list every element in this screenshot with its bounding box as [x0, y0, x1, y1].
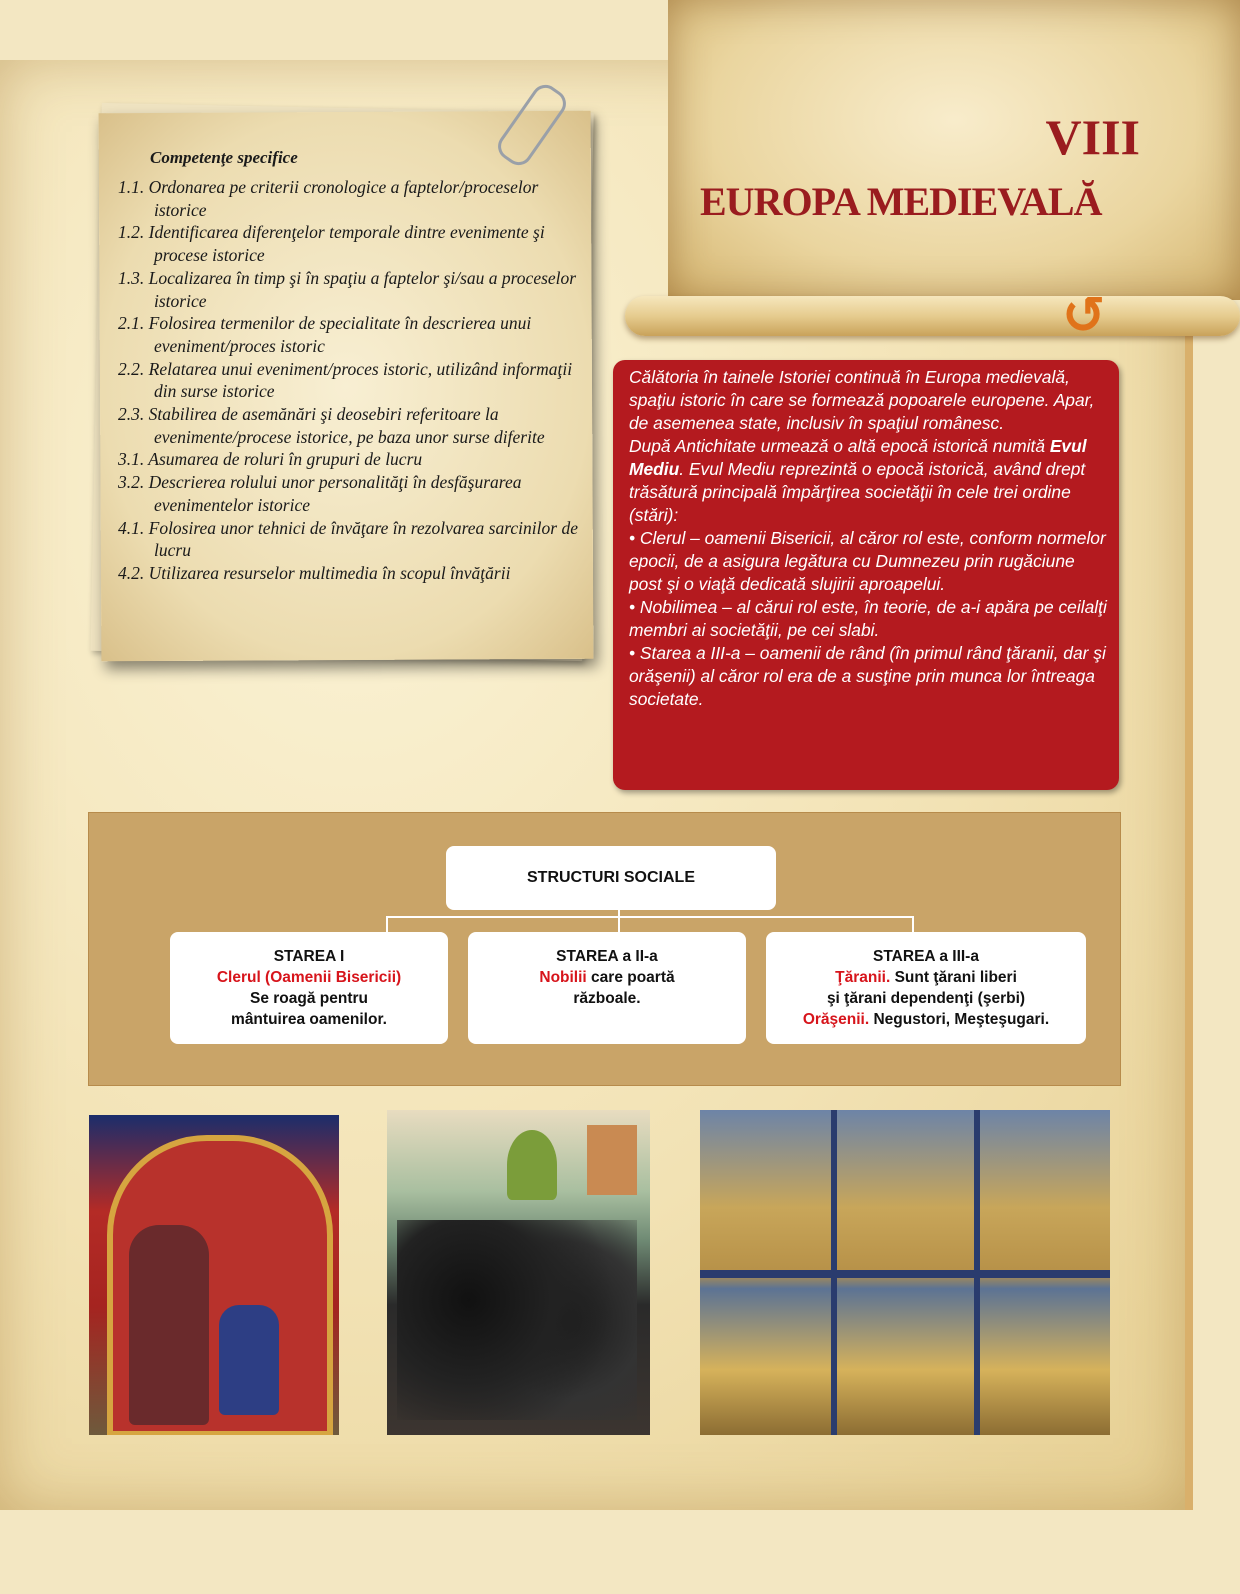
- starea-1-clerul: Clerul (Oamenii Bisericii): [216, 969, 402, 986]
- competence-item: 2.2. Relatarea unui eveniment/proces istoric, utilizând informaţii din surse istorice: [118, 358, 573, 402]
- competence-item: 3.2. Descrierea rolului unor personalităţi în desfăşurarea evenimentelor istorice: [118, 472, 522, 515]
- connector: [618, 916, 620, 932]
- starea-2-line2: războale.: [573, 990, 641, 1007]
- intro-bullet-nobilime: • Nobilimea – al cărui rol este, în teorie, de a-i apăra pe ceilalţi membri ai societăţii, pe cei slabi.: [629, 597, 1107, 640]
- image-castle: [587, 1125, 637, 1195]
- image-knights-battle: [387, 1110, 650, 1435]
- scroll-roll: [625, 296, 1240, 336]
- competence-item: 1.2. Identificarea diferenţelor temporale dintre evenimente şi procese istorice: [118, 222, 545, 266]
- image-clergy-miniature: [89, 1115, 339, 1435]
- starea-2-title: STAREA a II-a: [556, 948, 658, 965]
- competence-item: 1.1. Ordonarea pe criterii cronologice a faptelor/proceselor istorice: [118, 177, 539, 220]
- chapter-title: EUROPA MEDIEVALĂ: [700, 179, 1102, 224]
- starea-3-line2: şi ţărani dependenţi (şerbi): [826, 990, 1026, 1007]
- structure-box-starea-2: [468, 932, 746, 1044]
- competence-item: 4.2. Utilizarea resurselor multimedia în scopul învăţării: [118, 562, 511, 583]
- starea-3-line3: [766, 1009, 1086, 1030]
- intro-bullet-cler: • Clerul – oamenii Bisericii, al căror rol este, conform normelor epocii, de a asigura legătura cu Dumnezeu prin rugăciune post şi o viaţă dedicată slujirii aproapelui.: [629, 528, 1106, 594]
- starea-3-after-red1: Sunt ţărani liberi: [890, 969, 1017, 986]
- curved-arrow-icon: ↺: [1062, 286, 1106, 346]
- connector: [912, 916, 914, 932]
- starea-1-title: STAREA I: [273, 948, 345, 965]
- intro-paragraph-2: [629, 435, 1107, 527]
- intro-paragraph-1: Călătoria în tainele Istoriei continuă în Europa medievală, spaţiu istoric în care se formează popoarele europene. Apar, de asemenea state, inclusiv în spaţiul românesc.: [629, 367, 1095, 433]
- connector: [386, 916, 388, 932]
- starea-3-after-red2: Negustori, Meşteşugari.: [869, 1011, 1050, 1028]
- competences-list: [118, 176, 578, 585]
- competence-item: 3.1. Asumarea de roluri în grupuri de lucru: [118, 449, 423, 470]
- structure-root: STRUCTURI SOCIALE: [446, 846, 776, 910]
- starea-2-nobilii: Nobilii: [539, 969, 587, 986]
- starea-3-title: STAREA a III-a: [873, 948, 979, 965]
- starea-3-orasenii: Orăşenii.: [802, 1011, 870, 1028]
- image-knights: [397, 1220, 637, 1420]
- image-student-figure: [219, 1305, 279, 1415]
- starea-2-line1: [468, 967, 746, 988]
- image-monk-figure: [129, 1225, 209, 1425]
- starea-1-line1: Se roagă pentru: [250, 990, 368, 1007]
- structure-box-starea-3: [766, 932, 1086, 1044]
- intro-p2-start: După Antichitate urmează o altă epocă istorică numită: [629, 436, 1050, 456]
- image-panel-grid: [700, 1110, 1110, 1435]
- intro-bullet-starea-3: • Starea a III-a – oamenii de rând (în primul rând ţăranii, dar şi orăşenii) al căror rol era de a susţine prin munca lor întreaga societate.: [629, 643, 1106, 709]
- image-peasants-labours: [700, 1110, 1110, 1435]
- image-tree: [507, 1130, 557, 1200]
- competence-item: 2.1. Folosirea termenilor de specialitate în descrierea unui eveniment/proces istoric: [118, 313, 532, 356]
- starea-3-taranii: Ţăranii.: [835, 969, 891, 986]
- connector: [386, 916, 914, 918]
- starea-1-line2: mântuirea oamenilor.: [231, 1011, 387, 1028]
- intro-box: [613, 360, 1119, 790]
- competences-heading: Competenţe specifice: [150, 148, 298, 167]
- starea-2-after-red: care poartă: [586, 969, 675, 986]
- intro-term-evul-mediu: Evul Mediu: [629, 436, 1087, 479]
- competence-item: 4.1. Folosirea unor tehnici de învăţare în rezolvarea sarcinilor de lucru: [118, 517, 578, 561]
- chapter-scroll: [668, 0, 1240, 300]
- competence-item: 2.3. Stabilirea de asemănări şi deosebiri referitoare la evenimente/procese istorice, pe baza unor surse diferite: [118, 404, 545, 447]
- starea-3-line1: [766, 967, 1086, 988]
- chapter-number: VIII: [1045, 109, 1140, 165]
- structure-box-starea-1: [170, 932, 448, 1044]
- intro-p2-end: . Evul Mediu reprezintă o epocă istorică, având drept trăsătură principală împărţirea societăţii în cele trei ordine (stări):: [629, 459, 1086, 525]
- competence-item: 1.3. Localizarea în timp şi în spaţiu a faptelor şi/sau a proceselor istorice: [118, 267, 577, 311]
